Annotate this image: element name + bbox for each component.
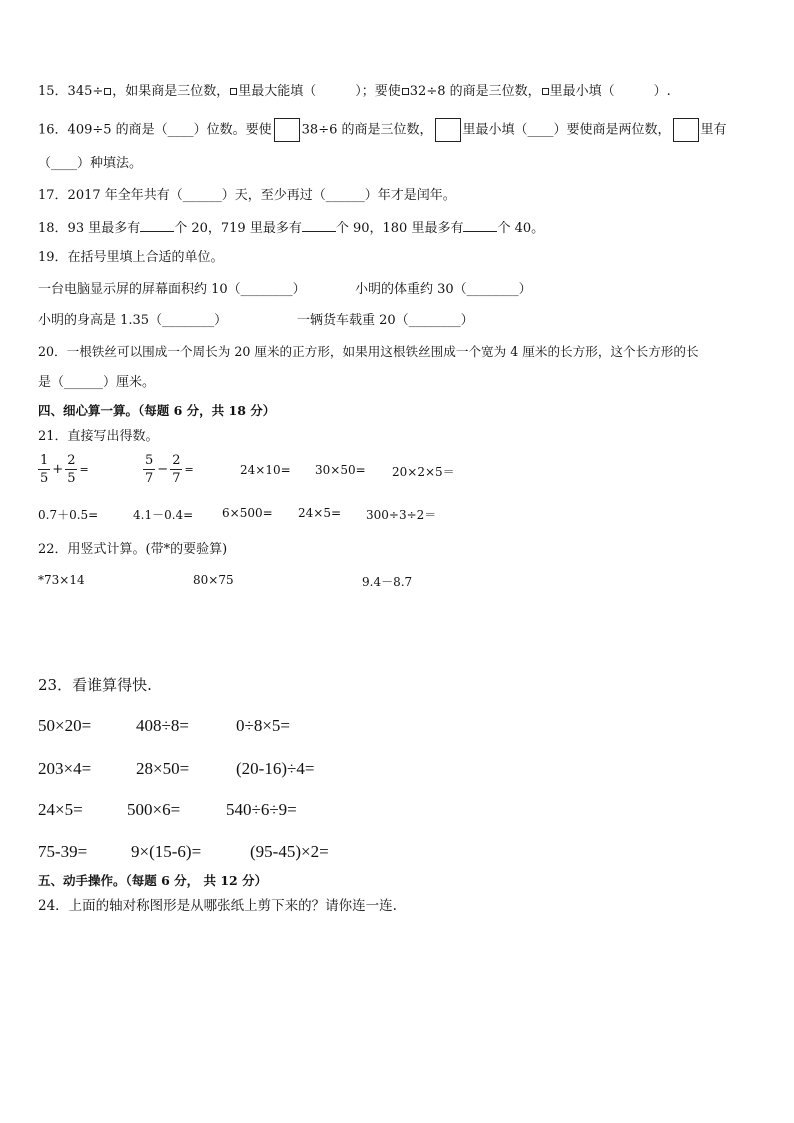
- question-20-line1: 20．一根铁丝可以围成一个周长为 20 厘米的正方形，如果用这根铁丝围成一个宽为 4 厘米的长方形，这个长方形的长: [38, 344, 699, 359]
- vertical-calc-item: *73×14: [38, 573, 85, 587]
- q18-text-c: 个 90，180 里最多有: [335, 221, 464, 236]
- blank-square-icon: [542, 88, 549, 95]
- calc-item: 50×20=: [38, 716, 92, 735]
- numerator: 5: [145, 453, 154, 468]
- numerator: 2: [172, 453, 181, 468]
- calc-item: 500×6=: [127, 800, 181, 819]
- blank-square-icon: [402, 88, 409, 95]
- blank-square-icon: [230, 88, 237, 95]
- question-24: 24．上面的轴对称图形是从哪张纸上剪下来的？请你连一连.: [38, 898, 397, 914]
- calc-item: 75-39=: [38, 842, 88, 861]
- section-5-heading: 五、动手操作。（每题 6 分， 共 12 分）: [38, 873, 268, 888]
- question-21-title: 21．直接写出得数。: [38, 429, 159, 444]
- denominator: 7: [145, 471, 154, 486]
- question-15: [38, 84, 671, 100]
- q15-text-c: 里最大能填（ ）；要使: [238, 84, 401, 99]
- answer-blank[interactable]: [463, 219, 497, 232]
- operator: +: [52, 462, 64, 477]
- calc-item: (95-45)×2=: [250, 842, 329, 861]
- denominator: 5: [67, 471, 76, 486]
- q15-text-b: ，如果商是三位数，: [112, 84, 230, 99]
- question-23-title: 23．看谁算得快.: [38, 676, 152, 694]
- q15-text-e: 里最小填（ ）.: [549, 84, 671, 99]
- q16-text-d: 里有: [700, 122, 727, 138]
- calc-item: 4.1－0.4=: [133, 508, 194, 522]
- numerator: 1: [40, 453, 49, 468]
- denominator: 5: [40, 471, 49, 486]
- q18-text-a: 18．93 里最多有: [38, 221, 141, 236]
- fraction-expression-2: [143, 452, 196, 487]
- calc-item: 24×5=: [38, 800, 83, 819]
- calc-item: 30×50=: [315, 463, 366, 477]
- question-22-title: 22．用竖式计算。(带*的要验算): [38, 542, 228, 557]
- q19-item: 一台电脑显示屏的屏幕面积约 10（________）: [38, 282, 306, 297]
- question-20-line2: 是（______）厘米。: [38, 375, 156, 390]
- calc-item: 28×50=: [136, 759, 190, 778]
- calc-item: 203×4=: [38, 759, 92, 778]
- q19-item: 一辆货车载重 20（________）: [297, 313, 474, 328]
- numerator: 2: [67, 453, 76, 468]
- question-17: 17．2017 年全年共有（______）天，至少再过（______）年才是闰年。: [38, 188, 456, 203]
- answer-blank[interactable]: [140, 219, 174, 232]
- calc-item: (20-16)÷4=: [236, 759, 315, 778]
- calc-item: 20×2×5＝: [392, 465, 455, 479]
- q19-item: 小明的体重约 30（________）: [355, 282, 532, 297]
- q16-text-a: 16．409÷5 的商是（____）位数。要使: [38, 122, 272, 138]
- calc-item: 0÷8×5=: [236, 716, 291, 735]
- calc-item: 408÷8=: [136, 716, 189, 735]
- denominator: 7: [172, 471, 181, 486]
- q18-text-d: 个 40。: [497, 221, 545, 236]
- q15-text-d: 32÷8 的商是三位数，: [409, 84, 541, 99]
- equals: =: [184, 463, 194, 476]
- vertical-calc-item: 9.4－8.7: [362, 575, 413, 589]
- answer-box[interactable]: [435, 118, 461, 142]
- operator: −: [157, 462, 169, 477]
- calc-item: 6×500=: [222, 506, 273, 520]
- question-18: [38, 219, 544, 237]
- equals: =: [79, 463, 89, 476]
- answer-box[interactable]: [274, 118, 300, 142]
- q18-text-b: 个 20，719 里最多有: [174, 221, 302, 236]
- section-4-heading: 四、细心算一算。（每题 6 分，共 18 分）: [38, 403, 276, 418]
- q15-text-a: 15．345÷: [38, 84, 104, 99]
- fraction-expression-1: [38, 452, 91, 487]
- q16-text-b: 38÷6 的商是三位数，: [301, 122, 433, 138]
- question-16: [38, 118, 727, 142]
- vertical-calc-item: 80×75: [193, 573, 234, 587]
- answer-blank[interactable]: [302, 219, 336, 232]
- blank-square-icon: [104, 88, 111, 95]
- calc-item: 0.7＋0.5=: [38, 508, 99, 522]
- q19-item: 小明的身高是 1.35（________）: [38, 313, 228, 328]
- calc-item: 540÷6÷9=: [226, 800, 297, 819]
- q16-text-c: 里最小填（____）要使商是两位数，: [462, 122, 671, 138]
- calc-item: 300÷3÷2＝: [366, 508, 437, 522]
- calc-item: 24×10=: [240, 463, 291, 477]
- question-19-title: 19．在括号里填上合适的单位。: [38, 250, 224, 265]
- question-16-cont: （____）种填法。: [38, 156, 143, 171]
- calc-item: 24×5=: [298, 506, 342, 520]
- answer-box[interactable]: [673, 118, 699, 142]
- calc-item: 9×(15-6)=: [131, 842, 202, 861]
